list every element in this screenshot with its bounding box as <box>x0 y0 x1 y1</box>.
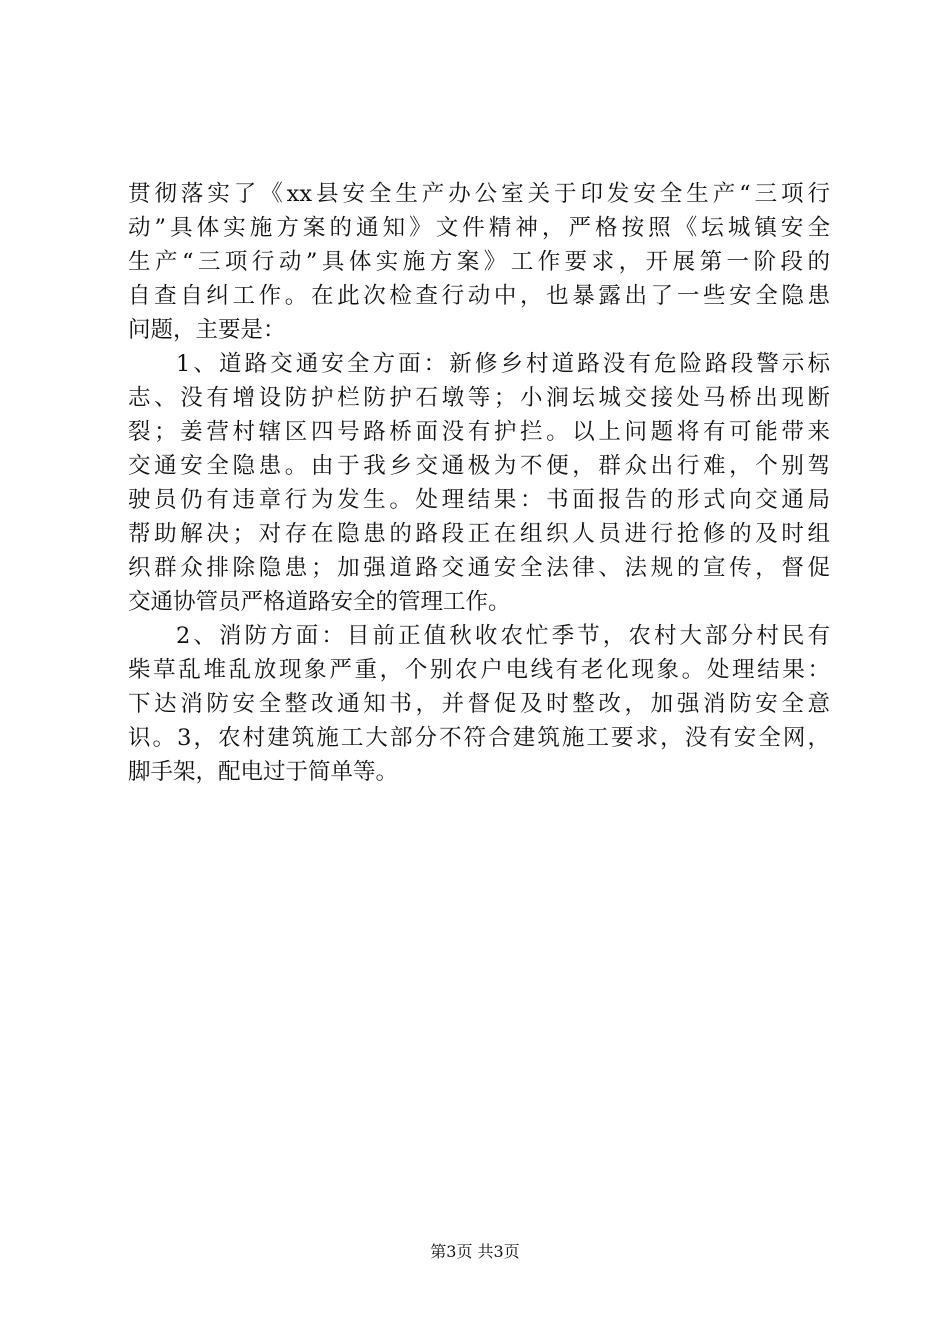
text-line: 交通安全隐患。由于我乡交通极为不便，群众出行难，个别驾 <box>128 453 830 479</box>
text-line: 2、消防方面：目前正值秋收农忙季节，农村大部分村民有 <box>176 623 830 649</box>
paragraph-fire-safety <box>128 619 830 789</box>
text-line: 交通协管员严格道路安全的管理工作。 <box>128 589 511 615</box>
text-line: 脚手架，配电过于简单等。 <box>128 759 399 785</box>
text-line: 问题，主要是： <box>128 317 286 343</box>
page-number: 第3页 共3页 <box>430 1242 520 1261</box>
text-line: 自查自纠工作。在此次检查行动中，也暴露出了一些安全隐患 <box>128 283 830 309</box>
text-line: 驶员仍有违章行为发生。处理结果：书面报告的形式向交通局 <box>128 487 830 513</box>
text-line: 动”具体实施方案的通知》文件精神，严格按照《坛城镇安全 <box>128 215 830 241</box>
text-line: 1、道路交通安全方面：新修乡村道路没有危险路段警示标 <box>176 351 830 377</box>
text-line: 下达消防安全整改通知书，并督促及时整改，加强消防安全意 <box>128 691 830 717</box>
page-footer <box>0 1242 950 1262</box>
document-body <box>128 177 830 789</box>
paragraph-road-traffic <box>128 347 830 619</box>
text-line: 识。3，农村建筑施工大部分不符合建筑施工要求，没有安全网， <box>128 725 830 751</box>
text-line: 裂；姜营村辖区四号路桥面没有护拦。以上问题将有可能带来 <box>128 419 830 445</box>
text-line: 志、没有增设防护栏防护石墩等；小涧坛城交接处马桥出现断 <box>128 385 830 411</box>
text-line: 织群众排除隐患；加强道路交通安全法律、法规的宣传，督促 <box>128 555 830 581</box>
text-line: 帮助解决；对存在隐患的路段正在组织人员进行抢修的及时组 <box>128 521 830 547</box>
text-line: 柴草乱堆乱放现象严重，个别农户电线有老化现象。处理结果： <box>128 657 830 683</box>
paragraph-intro <box>128 177 830 347</box>
text-line: 生产“三项行动”具体实施方案》工作要求，开展第一阶段的 <box>128 249 830 275</box>
text-line: 贯彻落实了《xx县安全生产办公室关于印发安全生产“三项行 <box>128 181 830 207</box>
